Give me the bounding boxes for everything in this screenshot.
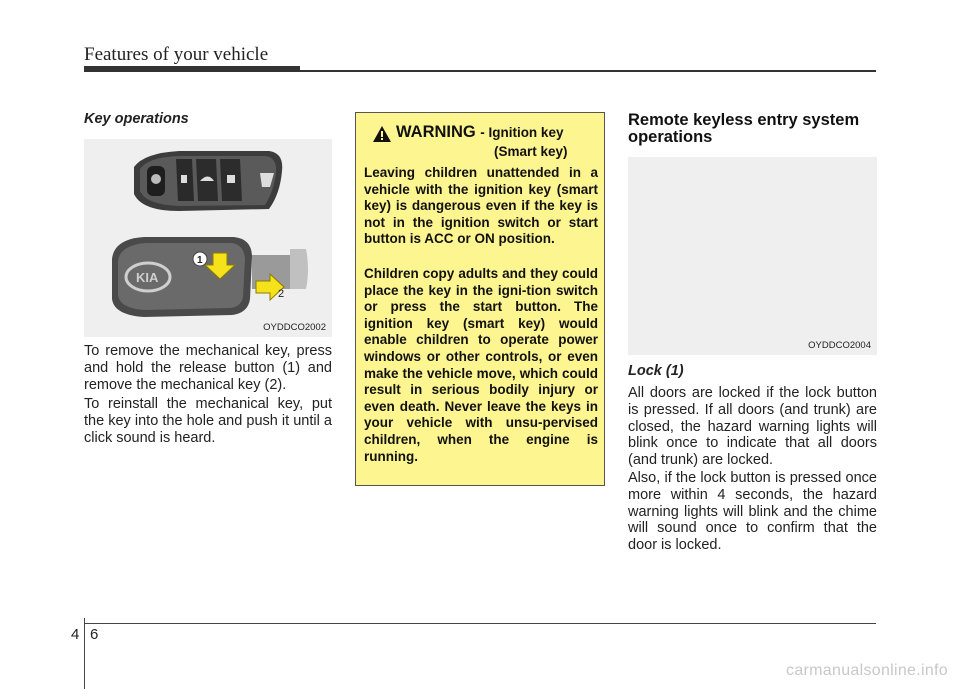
section-number: 4	[71, 626, 80, 643]
svg-text:KIA: KIA	[136, 270, 159, 285]
footer-rule	[84, 623, 876, 624]
warning-triangle-icon	[373, 126, 391, 142]
image-code-right: OYDDCO2004	[808, 340, 871, 351]
right-para-1: All doors are locked if the lock button is pressed. If all doors (and trunk) are closed, the hazard warning lights will blink once to indicate that all doors (and trunk) are locked.	[628, 385, 877, 469]
smart-key-drawing	[84, 139, 332, 337]
remote-keyless-heading: Remote keyless entry system operations	[628, 111, 860, 146]
footer-divider	[84, 618, 85, 689]
image-code: OYDDCO2002	[263, 322, 326, 333]
remote-key-illustration	[628, 157, 877, 355]
warning-box	[355, 112, 605, 486]
header-title: Features of your vehicle	[84, 44, 269, 65]
left-para-1: To remove the mechanical key, press and hold the release button (1) and remove the mechanical key (2).	[84, 343, 332, 393]
page-number: 6	[90, 626, 99, 643]
lock-subheading: Lock (1)	[628, 363, 684, 379]
callout-2-label: 2	[278, 288, 285, 300]
smart-key-illustration	[84, 139, 332, 337]
callout-1-label: 1	[197, 255, 203, 266]
warning-subtitle-2: (Smart key)	[494, 144, 568, 159]
warning-subtitle-1: - Ignition key	[480, 125, 564, 140]
warning-para-1: Leaving children unattended in a vehicle with the ignition key (smart key) is dangerous even if the key is not in the ignition switch or start button is ACC or ON position.	[364, 165, 598, 247]
header-rule-thick	[84, 66, 300, 72]
header-rule-thin	[300, 70, 876, 72]
watermark: carmanualsonline.info	[786, 662, 948, 679]
key-operations-heading: Key operations	[84, 111, 189, 127]
right-para-2: Also, if the lock button is pressed once more within 4 seconds, the hazard warning lights will blink and the chime will sound once to confirm that the door is locked.	[628, 470, 877, 554]
warning-para-2: Children copy adults and they could place the key in the igni-tion switch or press the start button. The ignition key (smart key) would enable children to operate power windows or other controls, or even make the vehicle move, which could result in serious bodily injury or even death. Never leave the keys in your vehicle with unsu-pervised children, when the engine is running.	[364, 266, 598, 464]
warning-label: WARNING	[396, 123, 476, 141]
left-para-2: To reinstall the mechanical key, put the key into the hole and push it until a click sound is heard.	[84, 396, 332, 446]
